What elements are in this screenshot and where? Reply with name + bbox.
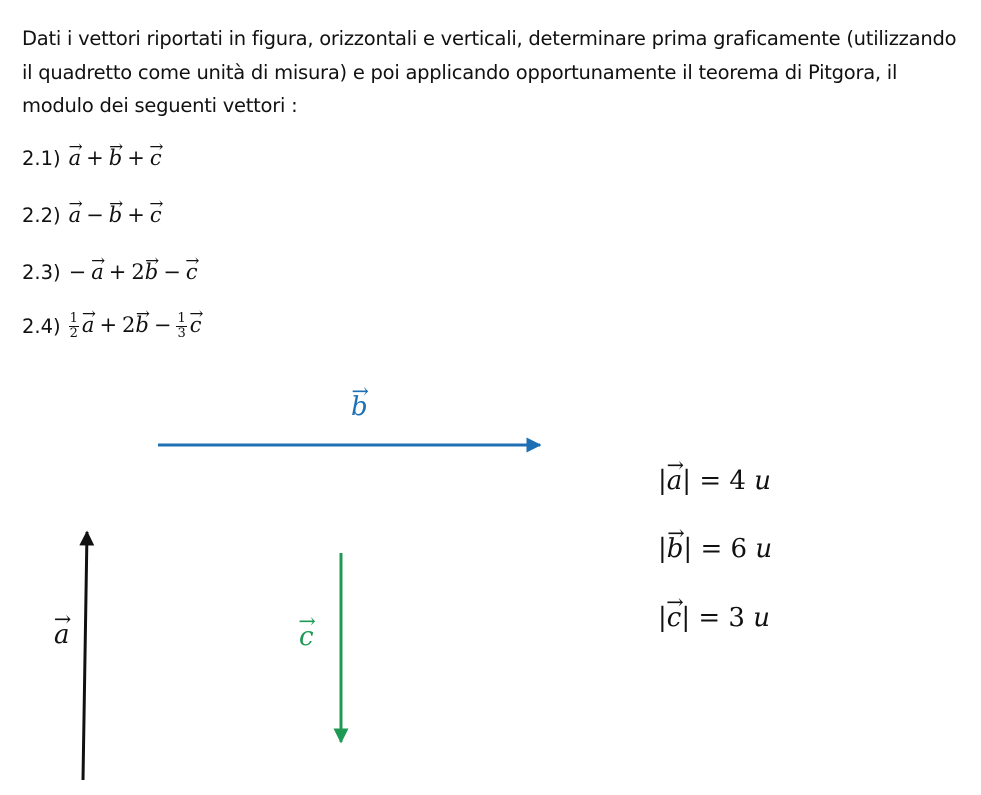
intro-text: Dati i vettori riportati in figura, orizzontali e verticali, determinare prima graficamente (utilizzando il quadretto come unità di misura) e poi applicando opportunamente il teorema di Pitgora, il modulo dei seguenti vettori : (22, 27, 957, 117)
vec-b-term: → b (109, 203, 122, 227)
exercise-expression: → a −→ b +→ c (69, 203, 162, 227)
fraction-half: $\frac{1}{2}$ (69, 311, 78, 341)
coefficient: 2 (122, 313, 136, 337)
exercise-number: 2.1) (22, 146, 61, 170)
vector-c-label: → c (299, 622, 314, 652)
vec-c-term: → c (190, 313, 202, 337)
vec-a-term: → a (82, 313, 95, 337)
vec-b-term: → b (145, 260, 158, 284)
vec-c-term: → c (186, 260, 198, 284)
vec-b-term: → b (109, 146, 122, 170)
modulus-b: |→ b| = 6 u (658, 534, 772, 564)
vec-c-term: → c (150, 146, 162, 170)
vector-a-label: → a (54, 620, 70, 650)
exercise-number: 2.2) (22, 203, 61, 227)
exercise-expression: $\frac{1}{2}$ → a + 2→ b − $\frac{1}{3}$ → c (69, 312, 202, 341)
coefficient: 2 (131, 260, 145, 284)
vec-a-term: → a (69, 146, 82, 170)
modulus-a: |→ a| = 4 u (658, 466, 771, 496)
vector-b-label: → b (351, 392, 368, 422)
vec-a-term: → a (91, 260, 104, 284)
fraction-third: $\frac{1}{3}$ (177, 311, 186, 341)
vec-c-term: → c (150, 203, 162, 227)
modulus-c: |→ c| = 3 u (658, 603, 770, 633)
vector-a-arrow (83, 532, 87, 780)
vec-b-term: → b (135, 313, 148, 337)
exercise-expression: −→ a + 2→ b −→ c (69, 260, 198, 284)
exercise-number: 2.3) (22, 260, 61, 284)
exercise-expression: → a +→ b +→ c (69, 146, 162, 170)
exercise-number: 2.4) (22, 315, 61, 338)
vec-a-term: → a (69, 203, 82, 227)
